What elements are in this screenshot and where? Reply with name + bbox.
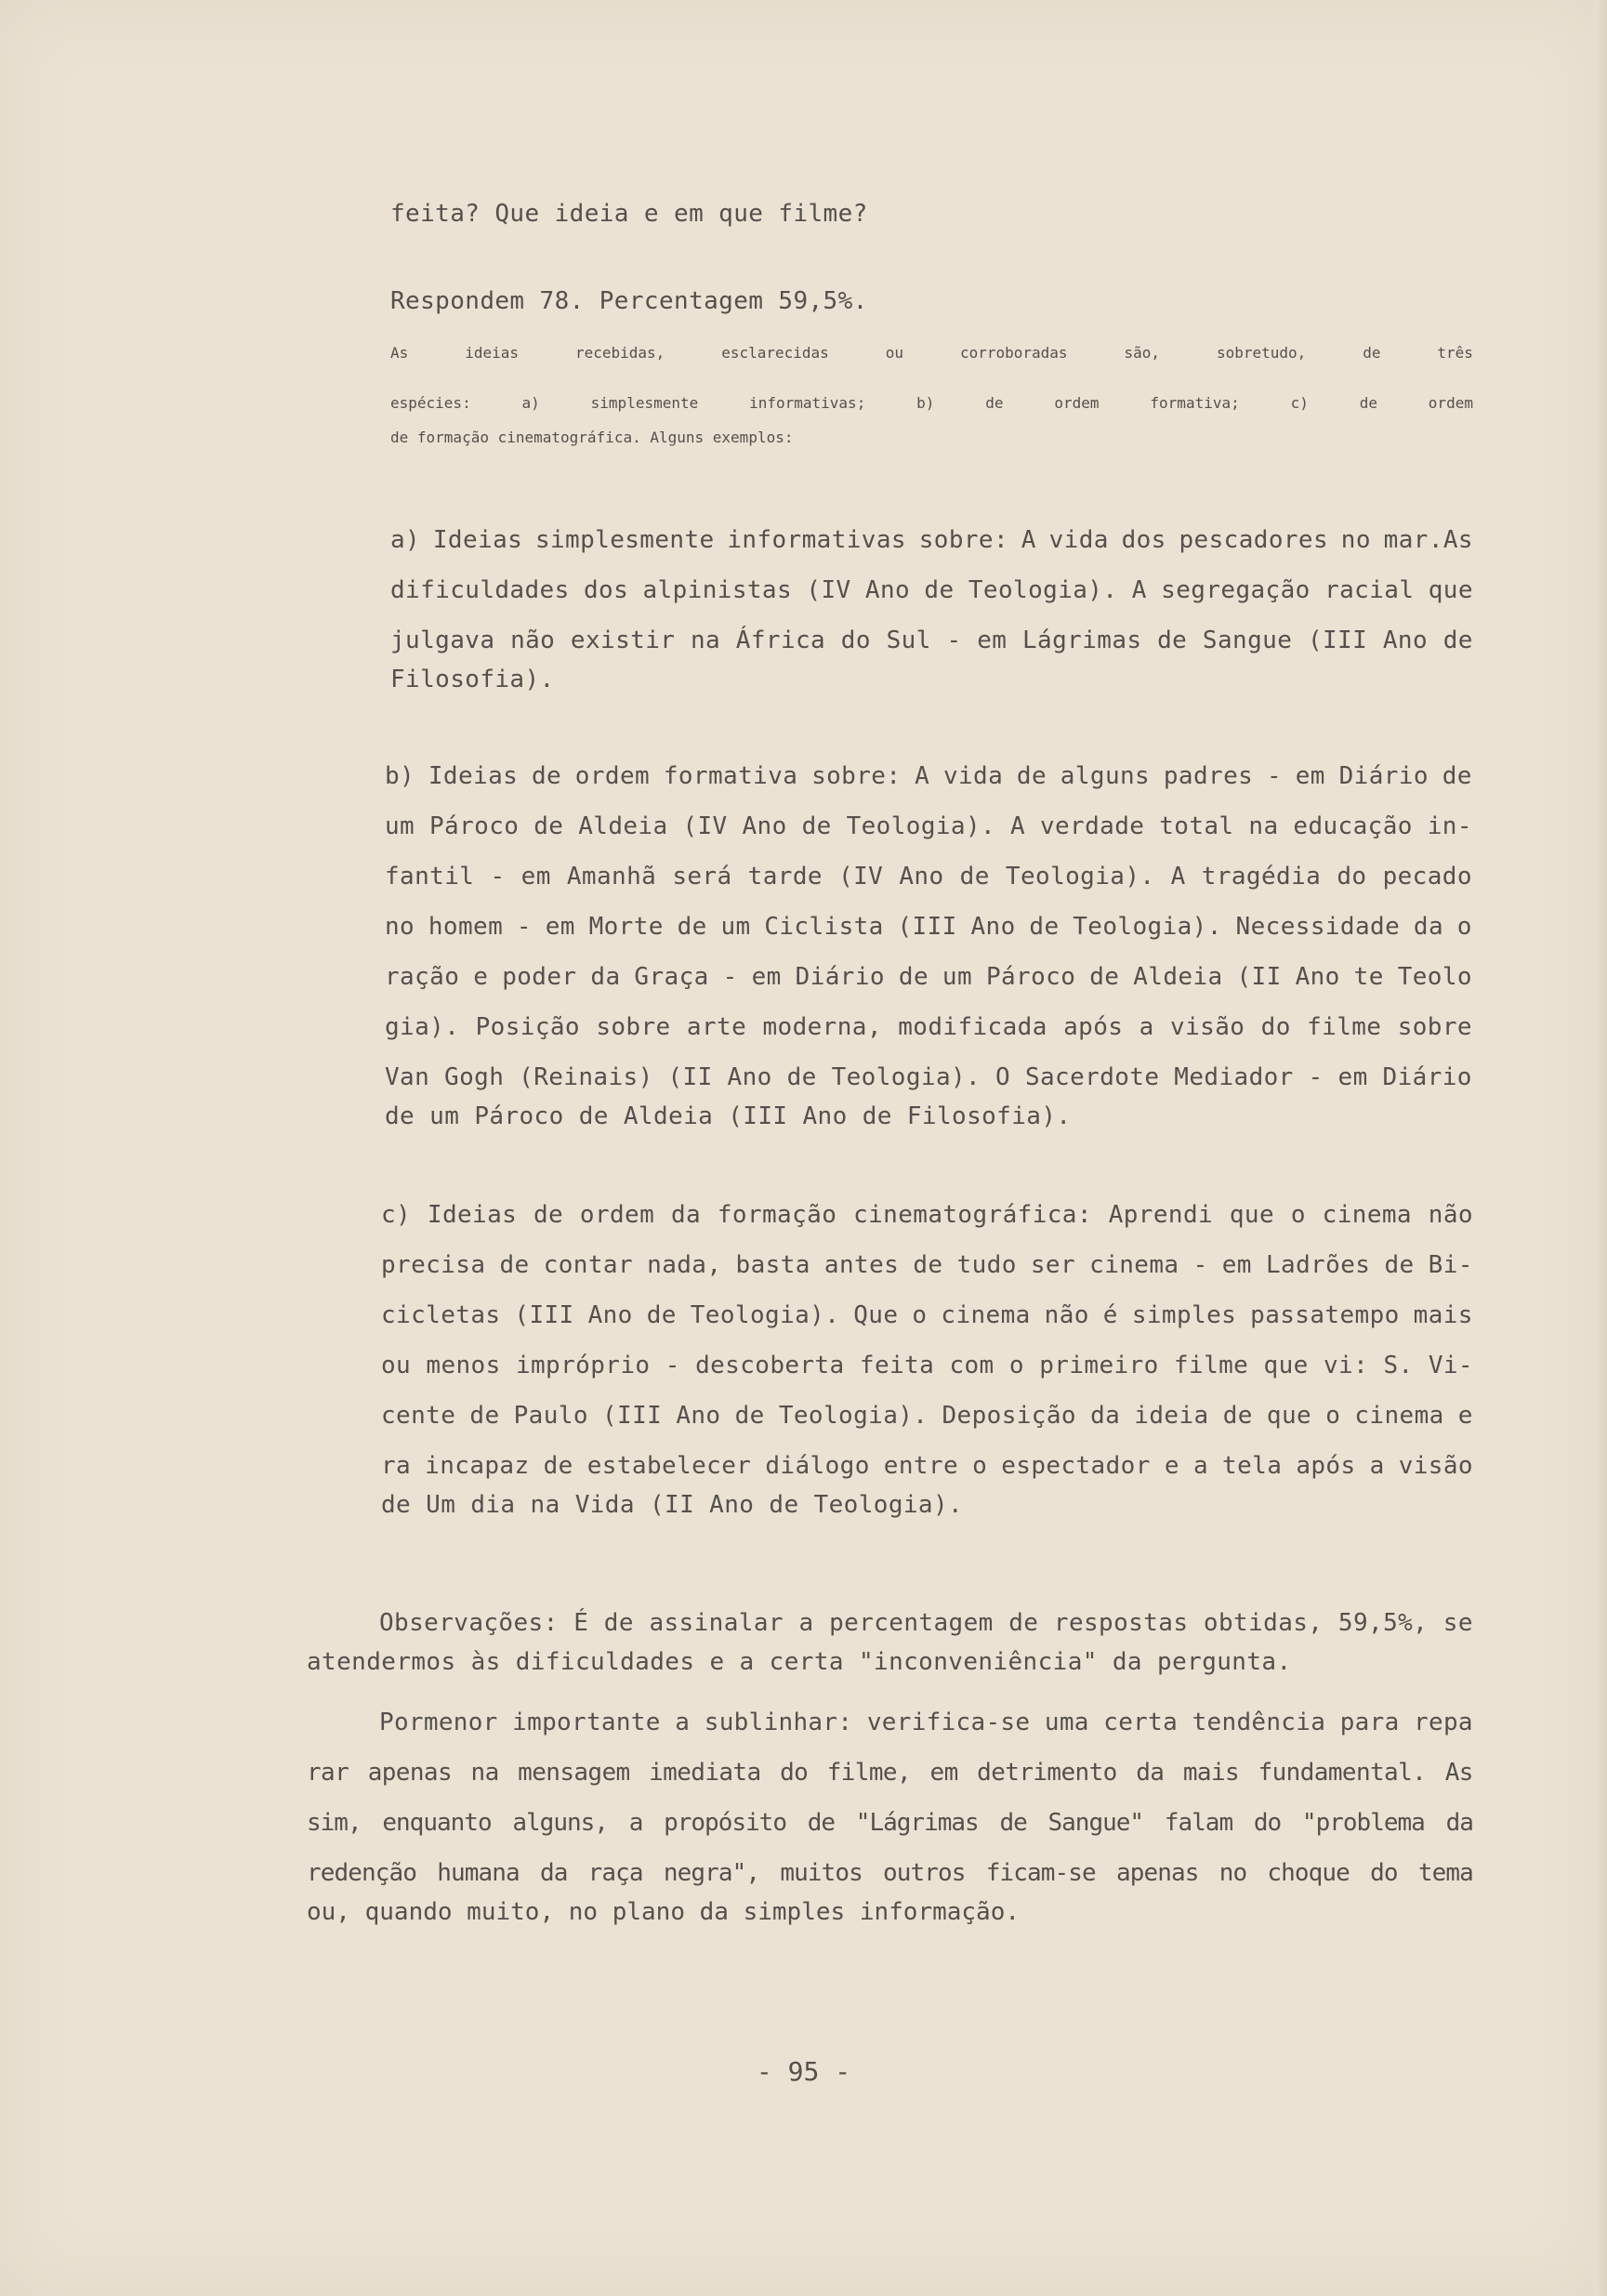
text-line: no homem - em Morte de um Ciclista (III Ano de Teologia). Necessidade da o bbox=[385, 913, 1472, 941]
text-line: ra incapaz de estabelecer diálogo entre o espectador e a tela após a visão bbox=[381, 1452, 1473, 1480]
page-number: - 95 - bbox=[756, 2056, 851, 2087]
text-line: de um Pároco de Aldeia (III Ano de Filosofia). bbox=[385, 1102, 1072, 1130]
text-line: julgava não existir na África do Sul - em Lágrimas de Sangue (III Ano de bbox=[390, 627, 1473, 654]
text-line: Observações: É de assinalar a percentagem de respostas obtidas, 59,5%, se bbox=[379, 1609, 1473, 1637]
text-line: de Um dia na Vida (II Ano de Teologia). bbox=[381, 1491, 964, 1519]
text-line: sim, enquanto alguns, a propósito de "Lágrimas de Sangue" falam do "problema da bbox=[307, 1809, 1473, 1837]
text-line: As ideias recebidas, esclarecidas ou corroboradas são, sobretudo, de três bbox=[390, 344, 1473, 362]
response-line: Respondem 78. Percentagem 59,5%. bbox=[390, 287, 868, 315]
text-line: ou, quando muito, no plano da simples informação. bbox=[307, 1898, 1021, 1926]
text-line: gia). Posição sobre arte moderna, modificada após a visão do filme sobre bbox=[385, 1013, 1472, 1041]
text-line: ou menos impróprio - descoberta feita com o primeiro filme que vi: S. Vi- bbox=[381, 1352, 1473, 1379]
text-line: rar apenas na mensagem imediata do filme, em detrimento da mais fundamental. As bbox=[307, 1759, 1473, 1787]
text-line: dificuldades dos alpinistas (IV Ano de Teologia). A segregação racial que bbox=[390, 576, 1473, 604]
text-line: cente de Paulo (III Ano de Teologia). Deposição da ideia de que o cinema e bbox=[381, 1402, 1473, 1430]
text-line: de formação cinematográfica. Alguns exemplos: bbox=[390, 429, 794, 446]
text-line: b) Ideias de ordem formativa sobre: A vida de alguns padres - em Diário de bbox=[385, 762, 1472, 790]
text-line: um Pároco de Aldeia (IV Ano de Teologia). A verdade total na educação in- bbox=[385, 812, 1472, 840]
detail-paragraph bbox=[307, 1697, 1473, 1948]
text-line: a) Ideias simplesmente informativas sobre: A vida dos pescadores no mar.As bbox=[390, 526, 1473, 554]
text-line: ração e poder da Graça - em Diário de um Pároco de Aldeia (II Ano te Teolo bbox=[385, 963, 1472, 991]
text-line: Van Gogh (Reinais) (II Ano de Teologia). O Sacerdote Mediador - em Diário bbox=[385, 1063, 1472, 1091]
text-line: espécies: a) simplesmente informativas; b) de ordem formativa; c) de ordem bbox=[390, 394, 1473, 412]
text-line: cicletas (III Ano de Teologia). Que o cinema não é simples passatempo mais bbox=[381, 1301, 1473, 1329]
section-b bbox=[385, 751, 1472, 1153]
text-line: precisa de contar nada, basta antes de tudo ser cinema - em Ladrões de Bi- bbox=[381, 1251, 1473, 1279]
text-line: Filosofia). bbox=[390, 666, 555, 693]
section-a bbox=[390, 515, 1473, 716]
text-line: redenção humana da raça negra", muitos outros ficam-se apenas no choque do tema bbox=[307, 1859, 1473, 1887]
text-line: atendermos às dificuldades e a certa "inconveniência" da pergunta. bbox=[307, 1648, 1292, 1676]
text-line: Pormenor importante a sublinhar: verifica-se uma certa tendência para repa bbox=[379, 1709, 1473, 1736]
intro-line: feita? Que ideia e em que filme? bbox=[390, 200, 868, 228]
intro-paragraph bbox=[390, 328, 1473, 479]
text-line: fantil - em Amanhã será tarde (IV Ano de Teologia). A tragédia do pecado bbox=[385, 863, 1472, 891]
observations bbox=[307, 1598, 1473, 1698]
section-c bbox=[381, 1190, 1473, 1541]
page-edge bbox=[1594, 0, 1607, 2296]
text-line: c) Ideias de ordem da formação cinematográfica: Aprendi que o cinema não bbox=[381, 1201, 1473, 1229]
